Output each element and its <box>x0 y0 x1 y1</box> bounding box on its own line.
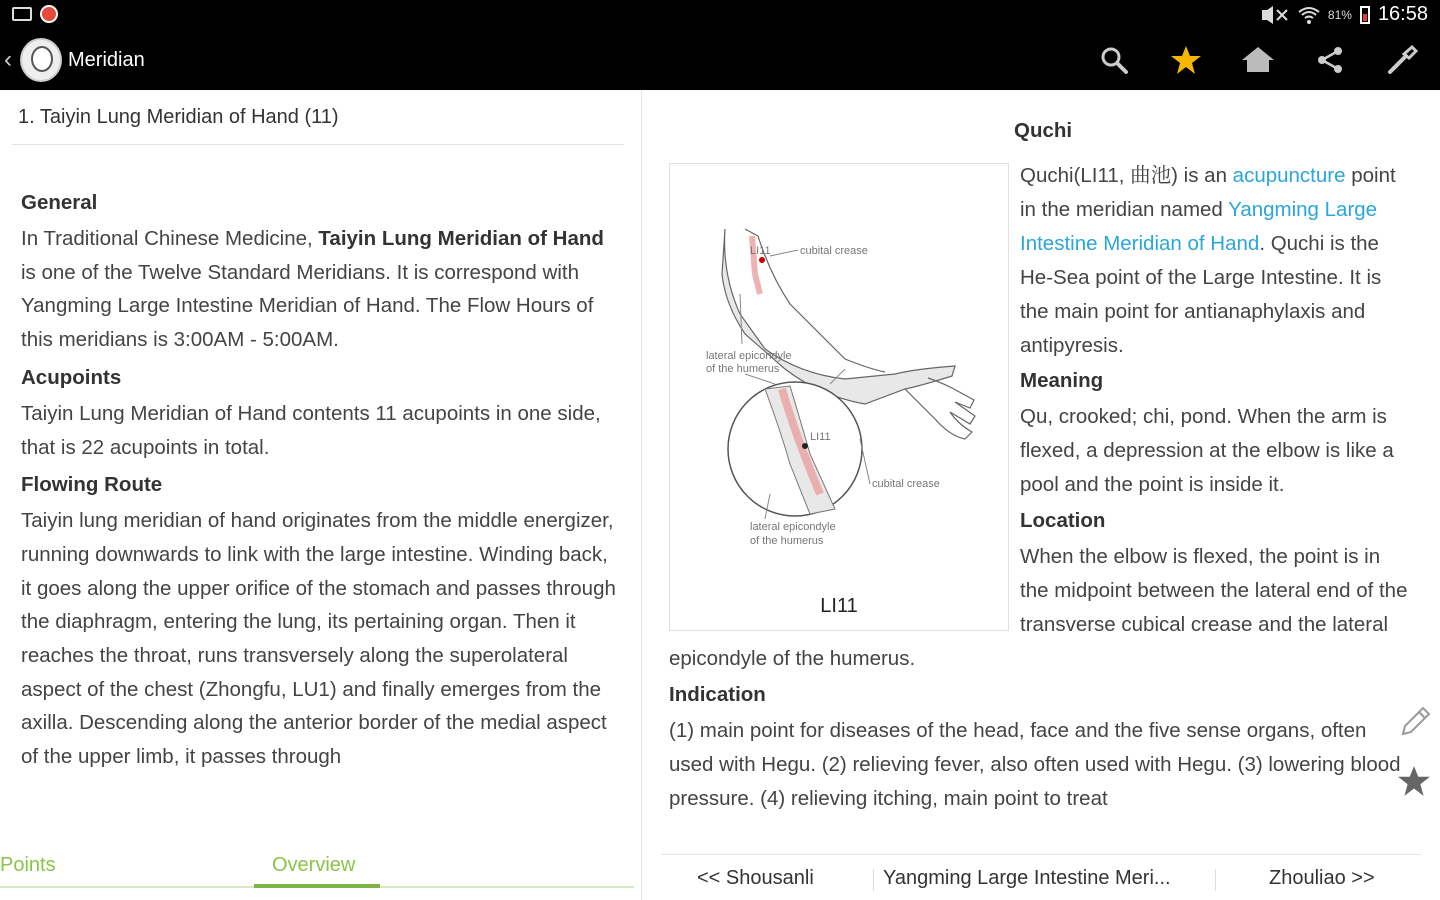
settings-button[interactable] <box>1382 40 1422 80</box>
acupoints-heading: Acupoints <box>21 365 122 389</box>
svg-text:lateral epicondyle: lateral epicondyle <box>750 521 836 533</box>
svg-text:lateral epicondyle: lateral epicondyle <box>706 350 792 362</box>
svg-text:cubital crease: cubital crease <box>800 245 868 257</box>
home-button[interactable] <box>1238 40 1278 80</box>
flowing-route-text: Taiyin lung meridian of hand originates from the middle energizer, running downwards to link with the large intestine. Winding back, it goes along the upper orifice of the stomach and passes through the diaphragm, entering the lung, its pertaining organ. Then it reaches the throat, runs transversely along the superolateral aspect of the chest (Zhongfu, LU1) and finally emerges from the axilla. Descending along the anterior border of the medial aspect of the upper limb, it passes through <box>21 509 616 769</box>
status-bar <box>0 0 1440 30</box>
figure-caption: LI11 <box>820 595 858 617</box>
clock: 16:58 <box>1377 3 1428 25</box>
acupoint-description[interactable] <box>669 159 1414 833</box>
edit-note-button[interactable] <box>1395 702 1435 747</box>
tab-active-indicator <box>254 884 380 888</box>
favorite-button[interactable] <box>1166 40 1206 80</box>
action-buttons <box>1094 40 1422 80</box>
svg-text:LI11: LI11 <box>810 431 831 443</box>
battery-icon <box>1360 6 1370 24</box>
meridian-overview-pane <box>0 90 642 900</box>
mute-icon <box>1260 5 1290 25</box>
next-point-button[interactable]: Zhouliao >> <box>1269 867 1375 889</box>
action-bar <box>0 30 1440 90</box>
pane-tabs <box>0 854 634 890</box>
bookmark-point-button[interactable] <box>1397 764 1431 803</box>
acupoint-navigation <box>661 854 1421 900</box>
point-title: Quchi <box>1014 119 1073 142</box>
settings-wrench-icon <box>1386 44 1418 76</box>
tab-points[interactable]: Points <box>0 854 56 876</box>
back-chevron-icon[interactable]: ‹ <box>4 46 12 73</box>
indication-text: (1) main point for diseases of the head, face and the five sense organs, often used with Hegu. (2) relieving fever, also often used with Hegu. (3) lowering blood pressure. (4) relieving itching, main point to treat <box>669 718 1401 810</box>
meaning-text: Qu, crooked; chi, pond. When the arm is flexed, a depression at the elbow is like a pool and the point is inside it. <box>1020 405 1394 497</box>
wifi-icon <box>1298 5 1320 25</box>
svg-text:cubital crease: cubital crease <box>872 478 940 490</box>
app-logo[interactable] <box>20 38 62 82</box>
general-heading: General <box>21 191 98 214</box>
pencil-icon <box>1395 702 1435 742</box>
meridian-header[interactable]: 1. Taiyin Lung Meridian of Hand (11) <box>18 106 339 128</box>
general-text: In Traditional Chinese Medicine, Taiyin Lung Meridian of Hand is one of the Twelve Standard Meridians. It is correspond with Yangming Large Intestine Meridian of Hand. The Flow Hours of this meridians is 3:00AM - 5:00AM. <box>21 227 604 352</box>
share-icon <box>1315 45 1345 75</box>
star-icon <box>1170 44 1202 76</box>
indication-heading: Indication <box>669 682 766 706</box>
home-icon <box>1241 45 1275 75</box>
divider <box>12 144 624 145</box>
nav-separator <box>873 869 874 891</box>
acupoint-detail-pane <box>643 90 1440 900</box>
meaning-heading: Meaning <box>1020 369 1104 393</box>
app-title: Meridian <box>68 49 145 71</box>
figure-spacer <box>669 159 1020 637</box>
svg-text:of the humerus: of the humerus <box>750 535 824 547</box>
screen-cast-icon <box>12 7 32 21</box>
location-text: When the elbow is flexed, the point is in the midpoint between the lateral end of the transverse cubical crease and the lateral epicondyle of the humerus. <box>669 545 1408 670</box>
status-left-icons <box>12 5 58 23</box>
star-outline-icon <box>1397 764 1431 798</box>
location-heading: Location <box>1020 509 1106 533</box>
battery-percent: 81% <box>1327 7 1352 22</box>
search-button[interactable] <box>1094 40 1134 80</box>
notification-icon <box>40 5 58 23</box>
status-right-icons <box>1260 3 1428 26</box>
svg-text:LI11: LI11 <box>750 245 771 257</box>
nav-separator <box>1215 869 1216 891</box>
svg-text:of the humerus: of the humerus <box>706 363 780 375</box>
meridian-link[interactable]: Yangming Large Intestine Meridian of Hand <box>1020 197 1378 255</box>
intro-text: Quchi(LI11, 曲池) is an acupuncture point in the meridian named Yangming Large Intestine Meridian of Hand. Quchi is the He-Sea point of the Large Intestine. It is the main point for antianaphylaxis and antipyresis. <box>1020 164 1396 357</box>
flowing-route-heading: Flowing Route <box>21 473 163 497</box>
share-button[interactable] <box>1310 40 1350 80</box>
tab-overview[interactable]: Overview <box>272 854 356 876</box>
overview-content[interactable] <box>21 184 619 844</box>
acupoints-text: Taiyin Lung Meridian of Hand contents 11 acupoints in one side, that is 22 acupoints in total. <box>21 401 601 459</box>
acupuncture-link[interactable]: acupuncture <box>1232 164 1346 187</box>
current-meridian-button[interactable]: Yangming Large Intestine Meri... <box>883 867 1171 889</box>
previous-point-button[interactable]: << Shousanli <box>697 867 814 889</box>
search-icon <box>1099 45 1129 75</box>
